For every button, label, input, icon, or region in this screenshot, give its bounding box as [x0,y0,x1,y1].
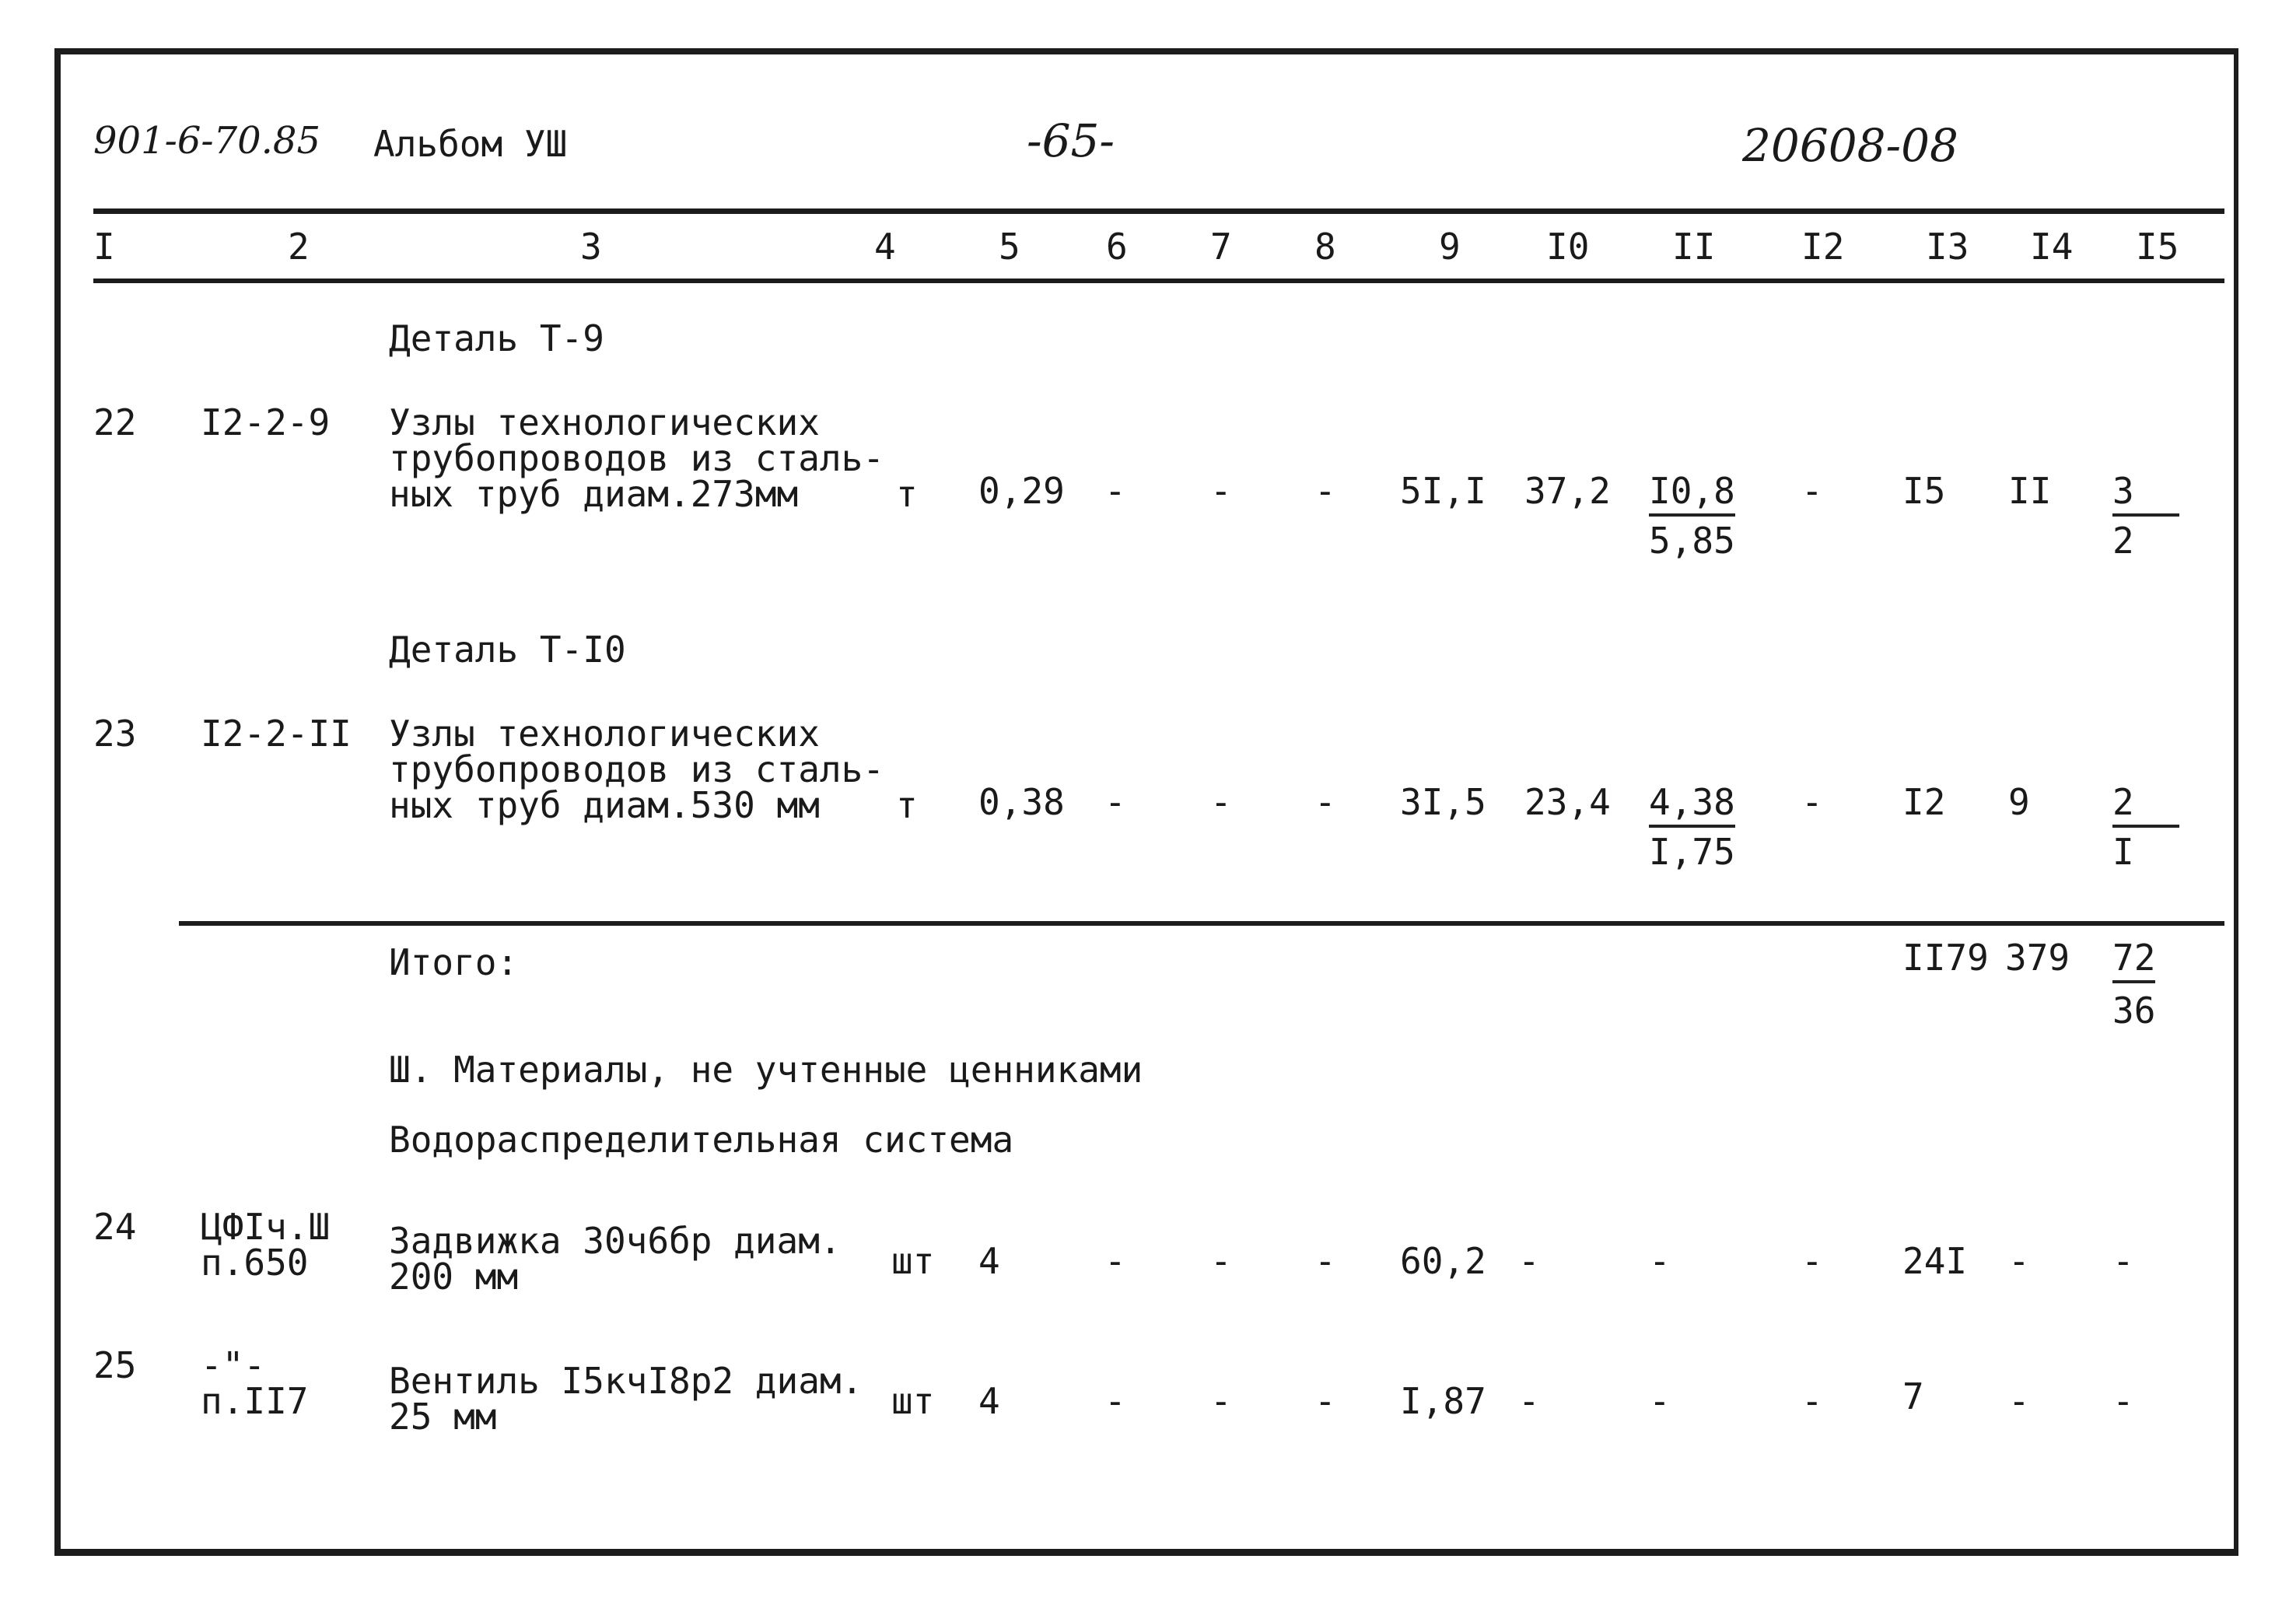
col-header-9: 9 [1439,226,1461,268]
row22-name: Узлы технологических трубопроводов из сталь- ных труб диам.273мм [389,401,884,515]
row22-c15-bottom: 2 [2112,520,2134,562]
row22-num: 22 [93,401,137,443]
row22-c10: 37,2 [1524,470,1611,512]
total-c15-bottom: 36 [2112,990,2156,1032]
total-c14: 379 [2005,937,2070,979]
row24-c15: - [2112,1240,2134,1282]
row24-code: ЦФIч.Ш п.650 [201,1206,331,1284]
row23-qty: 0,38 [978,781,1065,823]
row23-c13: I2 [1902,781,1946,823]
row23-c7: - [1210,781,1232,823]
col-header-1: I [93,226,115,268]
row22-c11-top: I0,8 [1649,470,1735,517]
totals-rule [179,921,2224,926]
album-label: Альбом УШ [373,123,568,165]
col-header-4: 4 [874,226,896,268]
row25-qty: 4 [978,1380,1000,1422]
row24-num: 24 [93,1206,137,1248]
col-header-13: I3 [1926,226,1969,268]
row24-c11: - [1649,1240,1671,1282]
row24-name: Задвижка 30ч6бр диам. 200 мм [389,1220,842,1298]
row22-c7: - [1210,470,1232,512]
row25-num: 25 [93,1344,137,1386]
row22-c11-bottom: 5,85 [1649,520,1735,562]
col-header-5: 5 [999,226,1020,268]
row22-c14: II [2008,470,2052,512]
row25-c14: - [2008,1380,2030,1422]
section-materials: Ш. Материалы, не учтенные ценниками [389,1049,1143,1091]
row23-c14: 9 [2008,781,2030,823]
row22-c6: - [1104,470,1126,512]
row25-c13: 7 [1902,1375,1924,1417]
col-header-8: 8 [1314,226,1336,268]
col-header-12: I2 [1801,226,1845,268]
row23-c11-top: 4,38 [1649,781,1735,828]
row23-c8: - [1314,781,1336,823]
row25-c6: - [1104,1380,1126,1422]
section-detail-t10: Деталь Т-I0 [389,629,626,671]
row22-qty: 0,29 [978,470,1065,512]
row25-c9: I,87 [1400,1380,1486,1422]
row25-c8: - [1314,1380,1336,1422]
row22-c15-top: 3 [2112,470,2179,517]
row25-name: Вентиль I5кчI8р2 диам. 25 мм [389,1360,863,1438]
row23-c12: - [1801,781,1823,823]
row23-c11-bottom: I,75 [1649,831,1735,873]
col-header-2: 2 [288,226,310,268]
col-header-15: I5 [2136,226,2179,268]
row25-unit: шт [891,1380,935,1422]
row23-c10: 23,4 [1524,781,1611,823]
row25-c10: - [1518,1380,1540,1422]
row23-c9: 3I,5 [1400,781,1486,823]
project-number: 20608-08 [1742,119,1958,172]
row23-code: I2-2-II [201,713,352,755]
row23-c15-top: 2 [2112,781,2179,828]
row24-qty: 4 [978,1240,1000,1282]
total-c13: II79 [1902,937,1989,979]
row24-c9: 60,2 [1400,1240,1486,1282]
doc-code: 901-6-70.85 [93,119,321,163]
row24-c13: 24I [1902,1240,1968,1282]
row24-c12: - [1801,1240,1823,1282]
row25-c12: - [1801,1380,1823,1422]
row23-name: Узлы технологических трубопроводов из сталь- ных труб диам.530 мм [389,713,884,826]
header-bottom-rule [93,279,2224,283]
col-header-6: 6 [1106,226,1128,268]
row22-unit: т [896,473,918,515]
header-top-rule [93,208,2224,214]
row23-c15-bottom: I [2112,831,2134,873]
row23-unit: т [896,784,918,826]
col-header-14: I4 [2030,226,2074,268]
total-c15-top: 72 [2112,937,2155,983]
row24-c8: - [1314,1240,1336,1282]
row22-c8: - [1314,470,1336,512]
row22-code: I2-2-9 [201,401,331,443]
page-number: -65- [1027,114,1115,167]
row24-c10: - [1518,1240,1540,1282]
col-header-3: 3 [580,226,602,268]
row24-c7: - [1210,1240,1232,1282]
row23-c6: - [1104,781,1126,823]
section-detail-t9: Деталь Т-9 [389,317,604,359]
row24-c6: - [1104,1240,1126,1282]
section-water-system: Водораспределительная система [389,1119,1014,1161]
row23-num: 23 [93,713,137,755]
row24-c14: - [2008,1240,2030,1282]
row24-unit: шт [891,1240,935,1282]
row25-c15: - [2112,1380,2134,1422]
total-label: Итого: [389,941,519,983]
row22-c12: - [1801,470,1823,512]
col-header-11: II [1672,226,1716,268]
row25-c7: - [1210,1380,1232,1422]
row22-c13: I5 [1902,470,1946,512]
row25-code: -"- п.II7 [201,1344,309,1422]
col-header-7: 7 [1210,226,1232,268]
col-header-10: I0 [1546,226,1590,268]
row22-c9: 5I,I [1400,470,1486,512]
row25-c11: - [1649,1380,1671,1422]
